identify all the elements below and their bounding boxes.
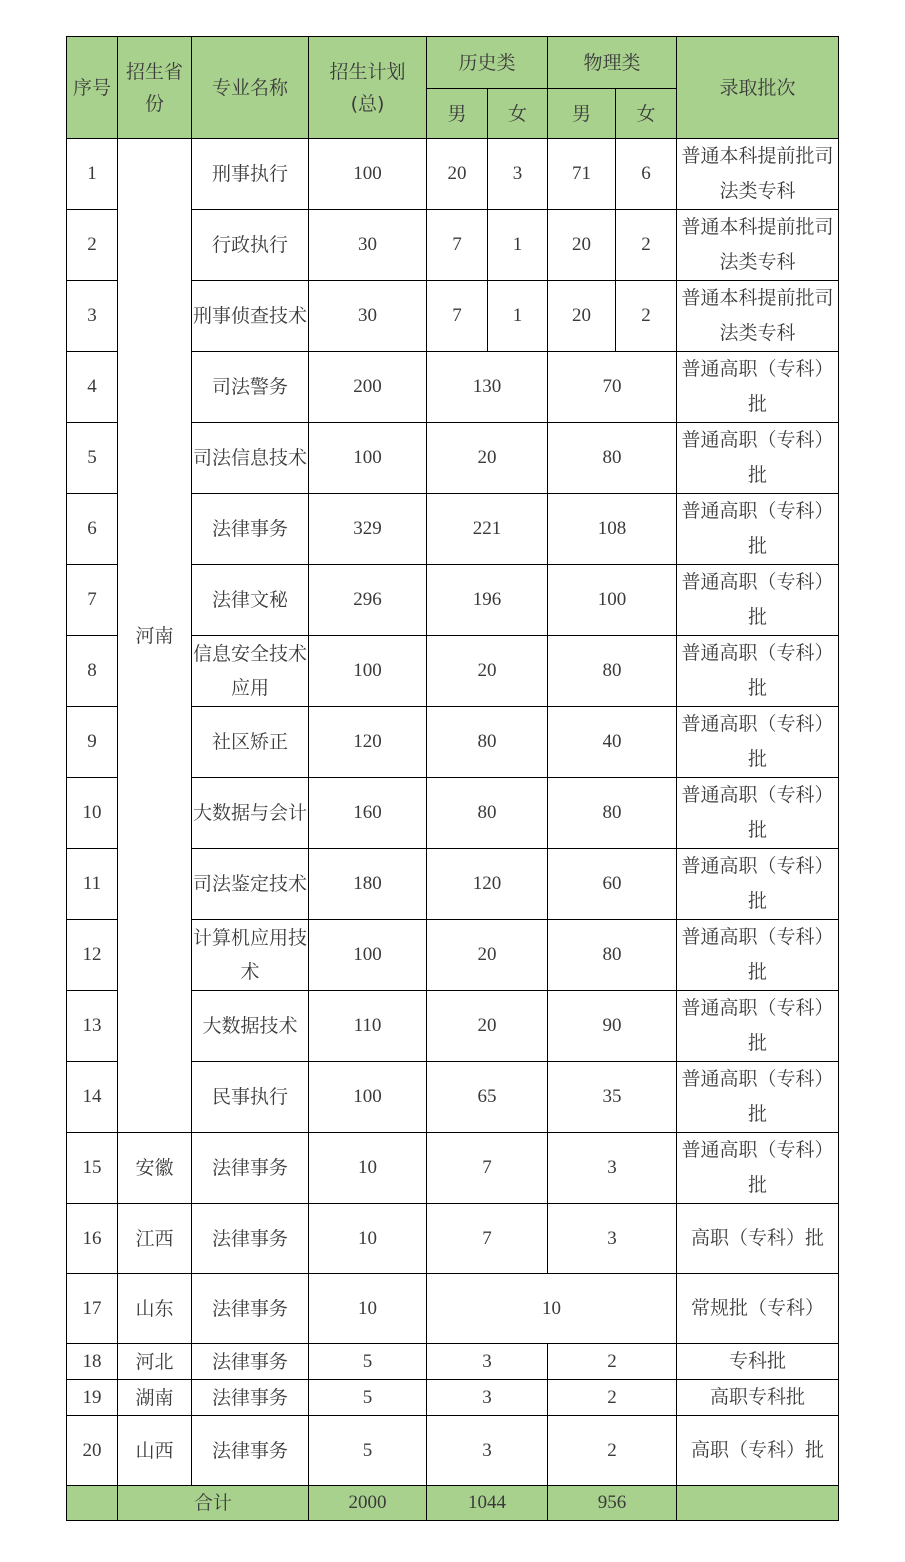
major-cell: 信息安全技术应用	[192, 636, 309, 707]
physics-cell: 3	[548, 1133, 677, 1204]
batch-cell: 普通高职（专科）批	[677, 636, 839, 707]
seq-cell: 16	[67, 1204, 118, 1274]
batch-cell: 高职专科批	[677, 1380, 839, 1416]
total-cell: 110	[309, 991, 427, 1062]
province-cell: 河北	[118, 1344, 192, 1380]
batch-cell: 普通高职（专科）批	[677, 1062, 839, 1133]
major-cell: 社区矫正	[192, 707, 309, 778]
header-history: 历史类	[427, 37, 548, 89]
seq-cell: 20	[67, 1416, 118, 1486]
total-physics: 956	[548, 1486, 677, 1521]
major-cell: 大数据与会计	[192, 778, 309, 849]
table-row	[67, 1344, 839, 1380]
major-cell: 司法信息技术	[192, 423, 309, 494]
major-cell: 刑事侦查技术	[192, 281, 309, 352]
history-cell: 3	[427, 1344, 548, 1380]
total-row	[67, 1486, 839, 1521]
header-history-male: 男	[427, 89, 488, 139]
major-cell: 大数据技术	[192, 991, 309, 1062]
header-plan-line1: 招生计划	[329, 60, 406, 83]
header-plan-line2: (总)	[350, 92, 385, 115]
physics-cell: 80	[548, 636, 677, 707]
seq-cell: 7	[67, 565, 118, 636]
physics-cell: 80	[548, 423, 677, 494]
history-cell: 80	[427, 778, 548, 849]
seq-cell: 17	[67, 1274, 118, 1344]
major-cell: 法律事务	[192, 1204, 309, 1274]
seq-cell: 18	[67, 1344, 118, 1380]
history-cell: 221	[427, 494, 548, 565]
province-cell: 山东	[118, 1274, 192, 1344]
history-female-cell: 3	[488, 139, 548, 210]
history-cell: 65	[427, 1062, 548, 1133]
physics-cell: 3	[548, 1204, 677, 1274]
table-row	[67, 1416, 839, 1486]
history-cell: 20	[427, 423, 548, 494]
total-cell: 180	[309, 849, 427, 920]
major-cell: 司法警务	[192, 352, 309, 423]
batch-cell: 普通高职（专科）批	[677, 494, 839, 565]
major-cell: 法律事务	[192, 1416, 309, 1486]
major-cell: 法律文秘	[192, 565, 309, 636]
batch-cell: 常规批（专科）	[677, 1274, 839, 1344]
seq-cell: 11	[67, 849, 118, 920]
batch-cell: 普通高职（专科）批	[677, 707, 839, 778]
total-row-blank	[67, 1486, 118, 1521]
history-cell: 7	[427, 1204, 548, 1274]
history-cell: 7	[427, 1133, 548, 1204]
enrollment-table	[66, 36, 839, 1521]
table-row	[67, 139, 839, 210]
header-physics-female: 女	[616, 89, 677, 139]
major-cell: 民事执行	[192, 1062, 309, 1133]
table-row	[67, 1380, 839, 1416]
total-cell: 30	[309, 210, 427, 281]
history-cell: 20	[427, 991, 548, 1062]
total-history: 1044	[427, 1486, 548, 1521]
history-cell: 130	[427, 352, 548, 423]
seq-cell: 4	[67, 352, 118, 423]
seq-cell: 13	[67, 991, 118, 1062]
header-province: 招生省份	[118, 37, 192, 139]
major-cell: 法律事务	[192, 1344, 309, 1380]
major-cell: 刑事执行	[192, 139, 309, 210]
total-cell: 329	[309, 494, 427, 565]
total-cell: 120	[309, 707, 427, 778]
header-seq: 序号	[67, 37, 118, 139]
province-cell: 江西	[118, 1204, 192, 1274]
seq-cell: 1	[67, 139, 118, 210]
physics-cell: 2	[548, 1344, 677, 1380]
physics-cell: 35	[548, 1062, 677, 1133]
seq-cell: 14	[67, 1062, 118, 1133]
total-cell: 5	[309, 1380, 427, 1416]
total-cell: 296	[309, 565, 427, 636]
batch-cell: 普通高职（专科）批	[677, 1133, 839, 1204]
total-cell: 200	[309, 352, 427, 423]
combined-cell: 10	[427, 1274, 677, 1344]
history-male-cell: 7	[427, 210, 488, 281]
total-cell: 5	[309, 1344, 427, 1380]
history-cell: 196	[427, 565, 548, 636]
physics-cell: 90	[548, 991, 677, 1062]
table-row	[67, 1274, 839, 1344]
total-cell: 100	[309, 636, 427, 707]
total-cell: 10	[309, 1204, 427, 1274]
header-plan	[309, 37, 427, 139]
batch-cell: 高职（专科）批	[677, 1204, 839, 1274]
total-cell: 30	[309, 281, 427, 352]
major-cell: 法律事务	[192, 1274, 309, 1344]
total-cell: 5	[309, 1416, 427, 1486]
history-cell: 3	[427, 1380, 548, 1416]
total-cell: 160	[309, 778, 427, 849]
physics-female-cell: 6	[616, 139, 677, 210]
province-cell: 山西	[118, 1416, 192, 1486]
physics-female-cell: 2	[616, 210, 677, 281]
major-cell: 行政执行	[192, 210, 309, 281]
total-cell: 100	[309, 139, 427, 210]
seq-cell: 12	[67, 920, 118, 991]
province-cell: 湖南	[118, 1380, 192, 1416]
seq-cell: 9	[67, 707, 118, 778]
physics-cell: 108	[548, 494, 677, 565]
physics-male-cell: 71	[548, 139, 616, 210]
total-label: 合计	[118, 1486, 309, 1521]
batch-cell: 普通本科提前批司法类专科	[677, 210, 839, 281]
history-cell: 20	[427, 920, 548, 991]
seq-cell: 8	[67, 636, 118, 707]
header-physics-male: 男	[548, 89, 616, 139]
history-cell: 3	[427, 1416, 548, 1486]
seq-cell: 6	[67, 494, 118, 565]
physics-male-cell: 20	[548, 210, 616, 281]
batch-cell: 普通高职（专科）批	[677, 991, 839, 1062]
seq-cell: 10	[67, 778, 118, 849]
batch-cell: 普通高职（专科）批	[677, 352, 839, 423]
batch-cell: 高职（专科）批	[677, 1416, 839, 1486]
history-female-cell: 1	[488, 210, 548, 281]
table-row	[67, 1133, 839, 1204]
physics-cell: 80	[548, 920, 677, 991]
total-cell: 100	[309, 920, 427, 991]
total-cell: 100	[309, 1062, 427, 1133]
total-cell: 10	[309, 1133, 427, 1204]
history-cell: 20	[427, 636, 548, 707]
physics-cell: 70	[548, 352, 677, 423]
physics-cell: 40	[548, 707, 677, 778]
header-batch: 录取批次	[677, 37, 839, 139]
seq-cell: 15	[67, 1133, 118, 1204]
batch-cell: 普通高职（专科）批	[677, 920, 839, 991]
seq-cell: 3	[67, 281, 118, 352]
table-row	[67, 1204, 839, 1274]
total-cell: 10	[309, 1274, 427, 1344]
batch-cell: 普通本科提前批司法类专科	[677, 281, 839, 352]
history-cell: 80	[427, 707, 548, 778]
batch-cell: 普通高职（专科）批	[677, 849, 839, 920]
physics-cell: 80	[548, 778, 677, 849]
seq-cell: 5	[67, 423, 118, 494]
history-female-cell: 1	[488, 281, 548, 352]
seq-cell: 2	[67, 210, 118, 281]
major-cell: 司法鉴定技术	[192, 849, 309, 920]
seq-cell: 19	[67, 1380, 118, 1416]
header-major: 专业名称	[192, 37, 309, 139]
history-male-cell: 7	[427, 281, 488, 352]
major-cell: 计算机应用技术	[192, 920, 309, 991]
province-cell-henan: 河南	[118, 139, 192, 1133]
physics-cell: 60	[548, 849, 677, 920]
total-overall: 2000	[309, 1486, 427, 1521]
batch-cell: 普通高职（专科）批	[677, 423, 839, 494]
header-physics: 物理类	[548, 37, 677, 89]
physics-cell: 2	[548, 1380, 677, 1416]
history-male-cell: 20	[427, 139, 488, 210]
physics-female-cell: 2	[616, 281, 677, 352]
header-history-female: 女	[488, 89, 548, 139]
batch-cell: 普通本科提前批司法类专科	[677, 139, 839, 210]
total-row-blank-end	[677, 1486, 839, 1521]
batch-cell: 普通高职（专科）批	[677, 778, 839, 849]
physics-male-cell: 20	[548, 281, 616, 352]
total-cell: 100	[309, 423, 427, 494]
province-cell: 安徽	[118, 1133, 192, 1204]
major-cell: 法律事务	[192, 1133, 309, 1204]
physics-cell: 100	[548, 565, 677, 636]
batch-cell: 普通高职（专科）批	[677, 565, 839, 636]
major-cell: 法律事务	[192, 494, 309, 565]
batch-cell: 专科批	[677, 1344, 839, 1380]
history-cell: 120	[427, 849, 548, 920]
major-cell: 法律事务	[192, 1380, 309, 1416]
physics-cell: 2	[548, 1416, 677, 1486]
